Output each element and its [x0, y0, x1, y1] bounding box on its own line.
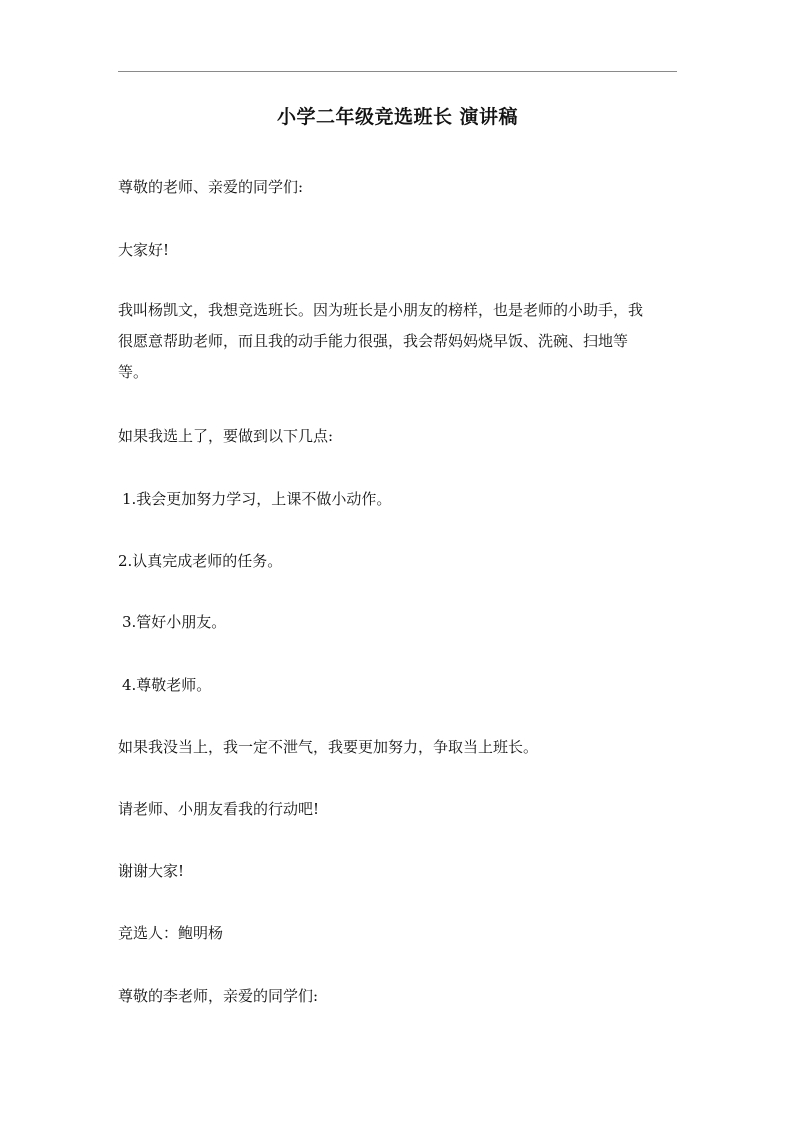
greeting-paragraph: 尊敬的老师、亲爱的同学们:	[118, 178, 304, 196]
intro-line-2: 很愿意帮助老师，而且我的动手能力很强，我会帮妈妈烧早饭、洗碗、扫地等	[118, 332, 629, 350]
thanks-paragraph: 谢谢大家!	[118, 862, 185, 880]
second-greeting-paragraph: 尊敬的李老师，亲爱的同学们:	[118, 987, 319, 1005]
document-title: 小学二年级竞选班长 演讲稿	[276, 106, 519, 128]
plan-item-4: 4.尊敬老师。	[122, 676, 212, 694]
hello-paragraph: 大家好!	[118, 241, 170, 259]
plan-item-3: 3.管好小朋友。	[122, 613, 227, 631]
plan-heading: 如果我选上了，要做到以下几点:	[118, 427, 334, 445]
intro-line-1: 我叫杨凯文，我想竞选班长。因为班长是小朋友的榜样，也是老师的小助手，我	[118, 301, 644, 319]
if-not-elected-paragraph: 如果我没当上，我一定不泄气，我要更加努力，争取当上班长。	[118, 738, 539, 756]
plan-item-1: 1.我会更加努力学习，上课不做小动作。	[122, 490, 392, 508]
header-rule	[118, 71, 677, 72]
plan-item-2: 2.认真完成老师的任务。	[118, 552, 283, 570]
candidate-signature: 竞选人：鲍明杨	[118, 924, 224, 942]
request-paragraph: 请老师、小朋友看我的行动吧!	[118, 800, 320, 818]
intro-line-3: 等。	[118, 363, 149, 381]
